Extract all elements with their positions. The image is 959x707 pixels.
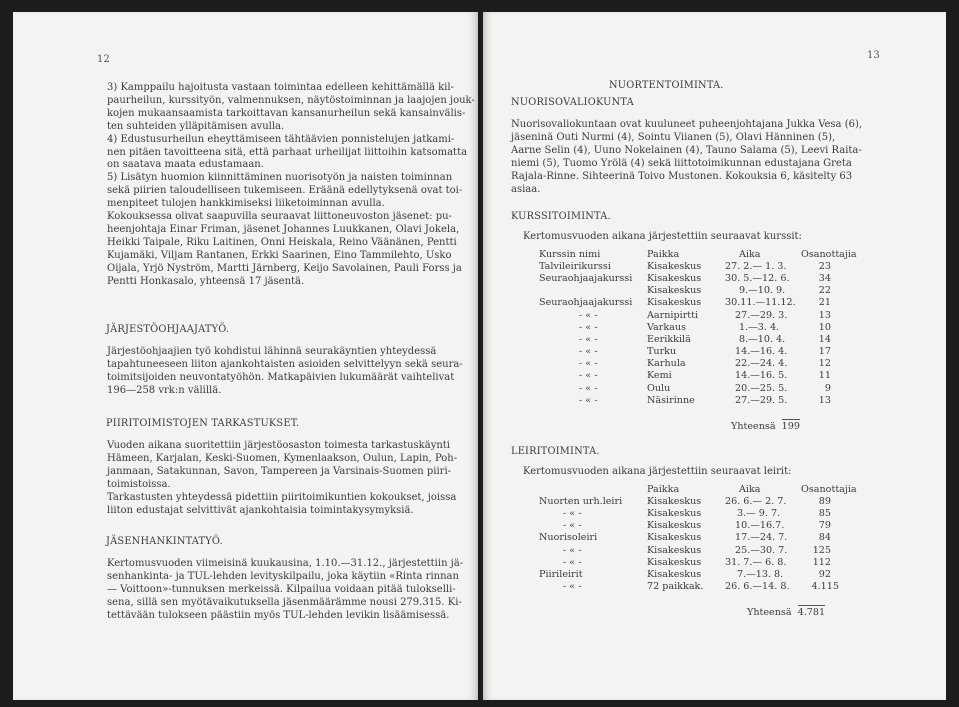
text-block-youth-committee: Nuorisovaliokuntaan ovat kuuluneet puheenjohtajana Jukka Vesa (6), jäseninä Outi Nurmi (4), Sointu Viianen (5), Olavi Hänninen (5), Aarne Selin (4), Uuno Nokelainen (4), Tauno Salama (5), Leevi Raita- niemi (5), Tuomo Yrölä (4) sekä liittotoimikunnan edustajana Greta Rajala-Rinne. Sihteerinä Toivo Mustonen. Kokouksia 6, käsitelty 63 asiaa. — [511, 119, 863, 195]
table-row: - « - Kisakeskus 10.—16.7. 79 — [563, 520, 831, 532]
page-number: 13 — [867, 50, 880, 61]
course-total: Yhteensä 199 — [731, 421, 800, 432]
table-header-row — [539, 483, 863, 495]
table-header: Osanottajia — [801, 483, 857, 495]
table-header: Paikka — [647, 248, 680, 260]
heading-jarjestoohjaajatyo: JÄRJESTÖOHJAAJATYÖ. — [106, 324, 230, 335]
table-header-row — [539, 248, 863, 260]
heading-leiritoiminta: LEIRITOIMINTA. — [511, 446, 600, 457]
table-row: Seuraohjaajakurssi Kisakeskus 30. 5.—12. 6. 34 — [539, 272, 831, 284]
heading-kurssitoiminta: KURSSITOIMINTA. — [511, 211, 611, 222]
table-row: - « - Aarnipirtti 27.—29. 3. 13 — [579, 309, 831, 321]
page-number: 12 — [97, 54, 110, 65]
table-header: Osanottajia — [801, 248, 857, 260]
table-row: Seuraohjaajakurssi Kisakeskus 30.11.—11.12. 21 — [539, 297, 831, 309]
heading-nuorisovaliokunta: NUORISOVALIOKUNTA — [511, 97, 634, 108]
left-page — [13, 12, 478, 700]
table-row: Talvileirikurssi Kisakeskus 27. 2.— 1. 3. 23 — [539, 260, 831, 272]
table-row: - « - Eerikkilä 8.—10. 4. 14 — [579, 333, 831, 345]
course-intro: Kertomusvuoden aikana järjestettiin seuraavat kurssit: — [523, 231, 802, 242]
table-row: - « - Kisakeskus 31. 7.— 6. 8. 112 — [563, 556, 831, 568]
table-header: Aika — [739, 248, 761, 260]
text-block-inspections: Vuoden aikana suoritettiin järjestöosaston toimesta tarkastuskäynti Hämeen, Karjalan, Keski-Suomen, Kymenlaakson, Oulun, Lapin, Poh- janmaan, Satakunnan, Savon, Tampereen ja Varsinais-Suomen piiri- toimistoissa. Tarkastusten yhteydessä pidettiin piiritoimikuntien kokoukset, joissa liiton edustajat selvittivät ajankohtaisia toimintakysymyksiä. — [107, 440, 458, 516]
table-row: - « - Kisakeskus 25.—30. 7. 125 — [563, 544, 831, 556]
table-row: - « - Näsirinne 27.—29. 5. 13 — [579, 394, 831, 406]
table-row: - « - 72 paikkak. 26. 6.—14. 8. 4.115 — [563, 581, 839, 593]
table-row: - « - Oulu 20.—25. 5. 9 — [579, 382, 831, 394]
text-block-goals: 3) Kamppailu hajoitusta vastaan toimintaa edelleen kehittämällä kil- paurheilun, kurssityön, valmennuksen, näytöstoiminnan ja laajojen jouk- kojen mukaansaamista tarkoittavan kansanurheilun sekä kansainvälis- ten suhteiden ylläpitämisen avulla. 4) Edustusurheilun eheyttämiseen tähtäävien ponnistelujen jatkami- nen pitäen tavoitteena sitä, että parhaat urheilijat liittoihin katsomatta on saatava maata edustamaan. 5) Lisätyn huomion kiinnittäminen nuorisotyön ja naisten toiminnan sekä piirien taloudelliseen tukemiseen. Eräänä edellytyksenä ovat toi- menpiteet tulojen hankkimiseksi liiketoiminnan avulla. Kokouksessa olivat saapuvilla seuraavat liittoneuvoston jäsenet: pu- heenjohtaja Einar Friman, jäsenet Johannes Luukkanen, Olavi Jokela, Heikki Taipale, Riku Laitinen, Onni Heiskala, Reino Väänänen, Pentti Kujamäki, Viljam Rantanen, Erkki Saarinen, Eino Tammilehto, Usko Oijala, Yrjö Nyström, Martti Järnberg, Keijo Savolainen, Pauli Forss ja Pentti Honkasalo, yhteensä 17 jäsentä. — [107, 82, 475, 287]
heading-piiritoimistojen-tarkastukset: PIIRITOIMISTOJEN TARKASTUKSET. — [106, 418, 300, 429]
table-header — [539, 483, 647, 495]
table-header: Kurssin nimi — [539, 248, 601, 260]
text-block-organizers: Järjestöohjaajien työ kohdistui lähinnä seurakäyntien yhteydessä tapahtuneeseen liiton ajankohtaisten asioiden selvittelyyn sekä seura- toimitsijoiden neuvontatyöhön. Matkapäivien lukumäärät vaihtelivat 196—258 vrk:n välillä. — [107, 346, 463, 396]
table-row: - « - Turku 14.—16. 4. 17 — [579, 346, 831, 358]
right-page — [483, 12, 946, 700]
camp-total: Yhteensä 4.781 — [747, 607, 826, 618]
heading-nuortentoiminta: NUORTENTOIMINTA. — [609, 80, 724, 91]
camp-table — [539, 483, 863, 593]
table-row: - « - Varkaus 1.—3. 4. 10 — [579, 321, 831, 333]
table-row: - « - Kisakeskus 3.— 9. 7. 85 — [563, 507, 831, 519]
table-row: Nuorisoleiri Kisakeskus 17.—24. 7. 84 — [539, 532, 831, 544]
table-header: Paikka — [647, 483, 680, 495]
text-block-membership: Kertomusvuoden viimeisinä kuukausina, 1.10.—31.12., järjestettiin jä- senhankinta- ja TUL-lehden levityskilpailu, joka käytiin «Rinta rinnan — Voittoon»-tunnuksen merkeissä. Kilpailua voidaan pitää tulokselli- sena, sillä sen myötävaikutuksella jäsenmäärämme nousi 279.315. Ki- tettävään tulokseen päästiin myös TUL-lehden levikin lisäämisessä. — [107, 558, 464, 621]
table-row: Kisakeskus 9.—10. 9. 22 — [647, 285, 831, 297]
table-header: Aika — [739, 483, 761, 495]
table-row: - « - Karhula 22.—24. 4. 12 — [579, 358, 831, 370]
table-row: Piirileirit Kisakeskus 7.—13. 8. 92 — [539, 568, 831, 580]
table-row: Nuorten urh.leiri Kisakeskus 26. 6.— 2. 7. 89 — [539, 495, 831, 507]
camp-intro: Kertomusvuoden aikana järjestettiin seuraavat leirit: — [523, 466, 792, 477]
heading-jasenhankintatyo: JÄSENHANKINTATYÖ. — [106, 536, 223, 547]
table-row: - « - Kemi 14.—16. 5. 11 — [579, 370, 831, 382]
course-table — [539, 248, 863, 406]
